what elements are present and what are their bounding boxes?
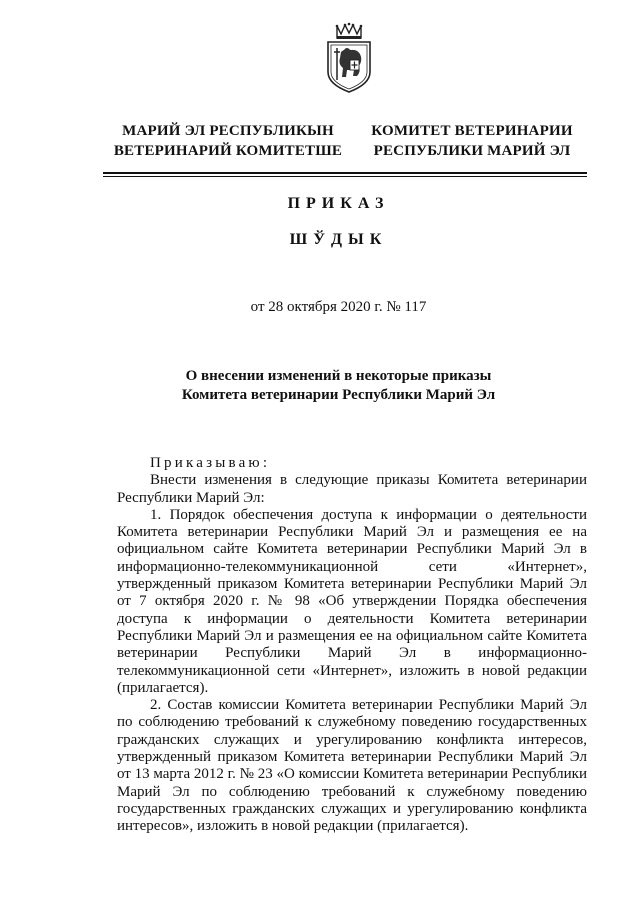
document-subject <box>0 367 639 405</box>
header-left-line2: ВЕТЕРИНАРИЙ КОМИТЕТШЕ <box>113 143 343 159</box>
body-item-2: 2. Состав комиссии Комитета ветеринарии Республики Марий Эл по соблюдению требований к служебному поведению государственных гражданских служащих и урегулированию конфликта интересов, утвержденный приказом Комитета ветеринарии Республики Марий Эл от 13 марта 2012 г. № 23 «О комиссии Комитета ветеринарии Республики Марий Эл по соблюдению требований к служебному поведению государственных гражданских служащих и урегулированию конфликта интересов», изложить в новой редакции (прилагается). <box>117 697 587 835</box>
header-right-line2: РЕСПУБЛИКИ МАРИЙ ЭЛ <box>373 143 571 159</box>
header-right-line1: КОМИТЕТ ВЕТЕРИНАРИИ <box>371 123 573 139</box>
order-word: Приказываю: <box>150 455 271 471</box>
header-divider-thick <box>103 172 587 174</box>
body-intro: Внести изменения в следующие приказы Комитета ветеринарии Республики Марий Эл: <box>117 472 587 506</box>
body-item-1: 1. Порядок обеспечения доступа к информации о деятельности Комитета ветеринарии Республики Марий Эл и размещения ее на официальном сайте Комитета ветеринарии Республики Марий Эл в информационно-телекоммуникационной сети «Интернет», утвержденный приказом Комитета ветеринарии Республики Марий Эл от 7 октября 2020 г. № 98 «Об утверждении Порядка обеспечения доступа к информации о деятельности Комитета ветеринарии Республики Марий Эл и размещения ее на официальном сайте Комитета ветеринарии Республики Марий Эл в информационно-телекоммуникационной сети «Интернет», изложить в новой редакции (прилагается). <box>117 506 587 696</box>
header-divider-thin <box>103 176 587 177</box>
header-left-block <box>108 121 348 161</box>
mari-el-coat-of-arms-icon <box>323 22 375 94</box>
subject-line1: О внесении изменений в некоторые приказы <box>185 368 492 384</box>
document-body <box>117 455 587 836</box>
subject-line2: Комитета ветеринарии Республики Марий Эл <box>181 387 496 403</box>
document-title-russian: ПРИКАЗ <box>287 195 390 212</box>
document-date-number: от 28 октября 2020 г. № 117 <box>250 299 427 315</box>
header-left-line1: МАРИЙ ЭЛ РЕСПУБЛИКЫН <box>122 123 334 139</box>
document-title-mari: ШЎДЫК <box>289 231 388 248</box>
header-right-block <box>362 121 582 161</box>
